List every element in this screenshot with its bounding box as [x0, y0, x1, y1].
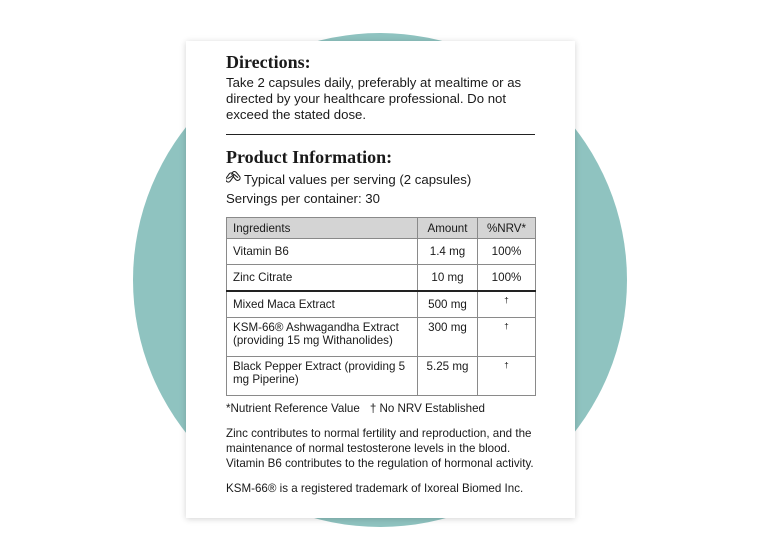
table-row: [227, 357, 536, 396]
table-footnote: [226, 402, 535, 416]
header-ingredients: Ingredients: [227, 218, 418, 239]
ingredient-nrv: †: [478, 318, 536, 357]
servings-text: Servings per container: 30: [226, 191, 380, 206]
divider: [226, 134, 535, 135]
ingredient-nrv: †: [478, 291, 536, 318]
ingredient-nrv: 100%: [478, 265, 536, 292]
ingredient-amount: 10 mg: [418, 265, 478, 292]
health-claim-text: Zinc contributes to normal fertility and reproduction, and the maintenance of normal testosterone levels in the blood. Vitamin B6 contributes to the regulation of hormonal activity.: [226, 427, 534, 470]
table-row: [227, 318, 536, 357]
header-nrv: %NRV*: [478, 218, 536, 239]
ingredient-name: Zinc Citrate: [227, 265, 418, 292]
ingredient-amount: 500 mg: [418, 291, 478, 318]
table-row: [227, 291, 536, 318]
directions-text: Take 2 capsules daily, preferably at mealtime or as directed by your healthcare professional. Do not exceed the stated dose.: [226, 75, 522, 122]
ingredient-name: Black Pepper Extract (providing 5 mg Piperine): [227, 357, 418, 396]
table-header-row: [227, 218, 536, 239]
ingredient-amount: 5.25 mg: [418, 357, 478, 396]
ingredients-table: [226, 217, 536, 396]
ingredient-name: KSM-66® Ashwagandha Extract (providing 15 mg Withanolides): [227, 318, 418, 357]
typical-values-line: [226, 170, 535, 188]
label-card: [186, 41, 575, 518]
table-row: [227, 239, 536, 265]
ingredient-name: Vitamin B6: [227, 239, 418, 265]
product-info-heading: Product Information:: [226, 147, 393, 167]
ingredient-name: Mixed Maca Extract: [227, 291, 418, 318]
trademark-text: KSM-66® is a registered trademark of Ixoreal Biomed Inc.: [226, 482, 524, 495]
ingredient-amount: 1.4 mg: [418, 239, 478, 265]
typical-values-text: Typical values per serving (2 capsules): [244, 171, 472, 187]
table-row: [227, 265, 536, 292]
capsule-icon: [226, 170, 244, 188]
header-amount: Amount: [418, 218, 478, 239]
nrv-footnote: *Nutrient Reference Value: [226, 402, 360, 415]
ingredient-nrv: †: [478, 357, 536, 396]
directions-heading: Directions:: [226, 52, 311, 72]
ingredient-amount: 300 mg: [418, 318, 478, 357]
no-nrv-footnote: † No NRV Established: [369, 402, 485, 415]
ingredient-nrv: 100%: [478, 239, 536, 265]
